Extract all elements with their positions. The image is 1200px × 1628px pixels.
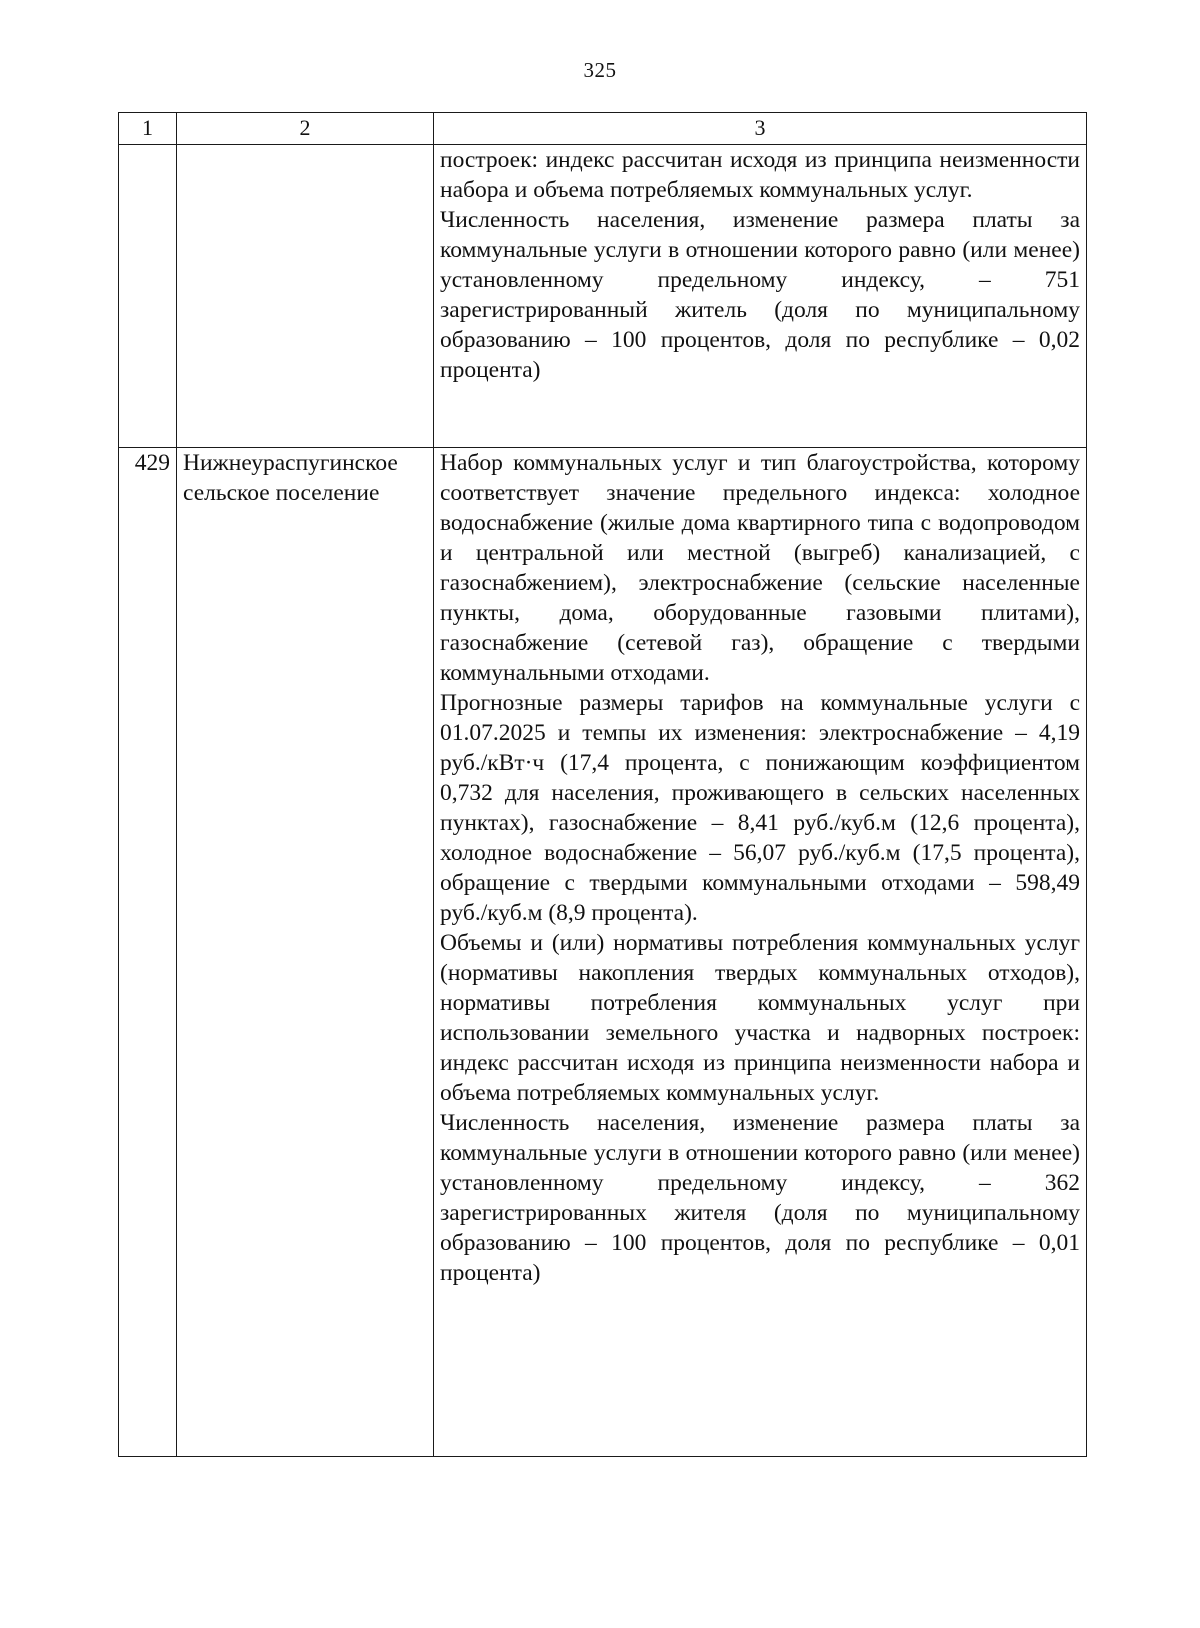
table-header-row [119,113,1087,145]
table-row-continuation [119,145,1087,448]
column-header-1: 1 [119,113,177,145]
row-number-cell [119,145,177,448]
column-header-2: 2 [177,113,434,145]
table-row-429 [119,448,1087,1457]
document-table [118,112,1087,1457]
description-cell [434,448,1087,1457]
description-paragraph: Прогнозные размеры тарифов на коммунальные услуги с 01.07.2025 и темпы их изменения: электроснабжение – 4,19 руб./кВт·ч (17,4 процента, с понижающим коэффициентом 0,732 для населения, проживающего в сельских населенных пунктах), газоснабжение – 8,41 руб./куб.м (12,6 процента), холодное водоснабжение – 56,07 руб./куб.м (17,5 процента), обращение с твердыми коммунальными отходами – 598,49 руб./куб.м (8,9 процента). [440,690,1080,926]
description-paragraph: Набор коммунальных услуг и тип благоустройства, которому соответствует значение предельного индекса: холодное водоснабжение (жилые дома квартирного типа с водопроводом и центральной или местной (выгреб) канализацией, с газоснабжением), электроснабжение (сельские населенные пункты, дома, оборудованные газовыми плитами), газоснабжение (сетевой газ), обращение с твердыми коммунальными отходами. [440,450,1080,686]
description-paragraph: построек: индекс рассчитан исходя из принципа неизменности набора и объема потребляемых коммунальных услуг. [440,147,1080,203]
description-paragraph: Объемы и (или) нормативы потребления коммунальных услуг (нормативы накопления твердых коммунальных отходов), нормативы потребления коммунальных услуг при использовании земельного участка и надворных построек: индекс рассчитан исходя из принципа неизменности набора и объема потребляемых коммунальных услуг. [440,930,1080,1106]
description-cell [434,145,1087,448]
column-header-3: 3 [434,113,1087,145]
page-number: 325 [583,58,617,82]
municipality-name-cell [177,145,434,448]
municipality-name-cell [177,448,434,1457]
row-number-cell: 429 [119,448,177,1457]
description-paragraph: Численность населения, изменение размера платы за коммунальные услуги в отношении которого равно (или менее) установленному предельному индексу, – 362 зарегистрированных жителя (доля по муниципальному образованию – 100 процентов, доля по республике – 0,01 процента) [440,1110,1080,1286]
description-paragraph: Численность населения, изменение размера платы за коммунальные услуги в отношении которого равно (или менее) установленному предельному индексу, – 751 зарегистрированный житель (доля по муниципальному образованию – 100 процентов, доля по республике – 0,02 процента) [440,207,1080,383]
municipality-name: Нижнеураспугинское сельское поселение [183,450,398,506]
